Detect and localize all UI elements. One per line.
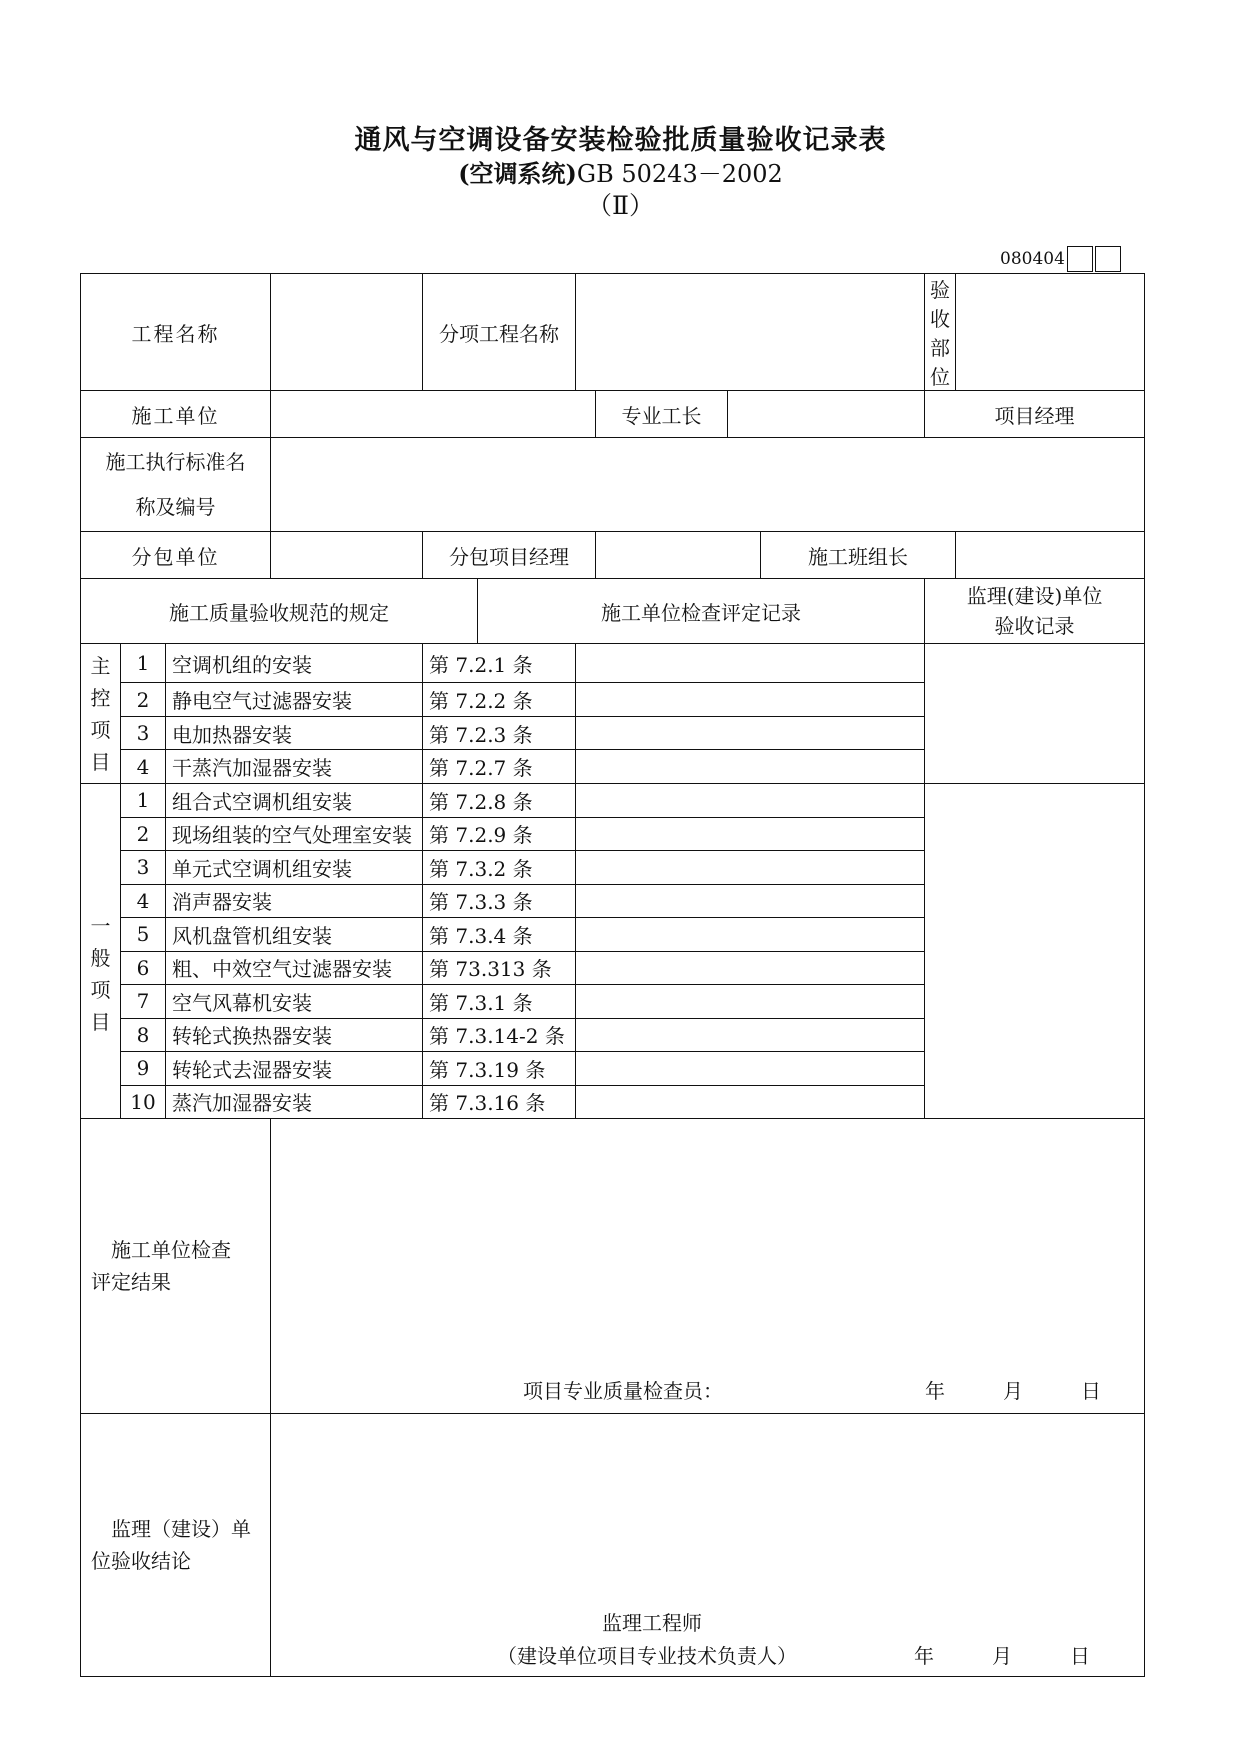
quality-inspector-label: 项目专业质量检查员：	[523, 1379, 724, 1403]
team-leader-label: 施工班组长	[761, 532, 956, 579]
main-item-row	[81, 644, 1145, 683]
main-control-label: 主 控 项 目	[81, 644, 121, 784]
acceptance-part-label: 验收部位	[925, 274, 956, 391]
conclusion-content[interactable]	[271, 1414, 1145, 1677]
result-label	[81, 1119, 271, 1414]
item-clause: 第 7.2.7 条	[423, 750, 576, 784]
conclusion-row	[81, 1414, 1145, 1677]
result-label-line2: 评定结果	[91, 1270, 171, 1294]
general-item-label: 一 般 项 目	[81, 784, 121, 1119]
standard-label-line1: 施工执行标准名	[105, 449, 246, 474]
item-clause: 第 7.3.4 条	[423, 918, 576, 952]
item-check-record[interactable]	[576, 1018, 925, 1052]
header-row-1	[81, 274, 1145, 391]
item-number: 6	[121, 951, 166, 985]
item-number: 1	[121, 784, 166, 818]
item-number: 4	[121, 884, 166, 918]
item-name: 现场组装的空气处理室安装	[166, 817, 423, 851]
item-clause: 第 7.3.2 条	[423, 851, 576, 885]
item-number: 8	[121, 1018, 166, 1052]
item-number: 9	[121, 1052, 166, 1086]
supervision-engineer-label: 监理工程师	[602, 1611, 703, 1635]
item-number: 2	[121, 817, 166, 851]
item-clause: 第 7.3.16 条	[423, 1085, 576, 1119]
item-check-record[interactable]	[576, 985, 925, 1019]
sub-project-name-value[interactable]	[576, 274, 925, 391]
item-check-record[interactable]	[576, 1085, 925, 1119]
item-name: 转轮式换热器安装	[166, 1018, 423, 1052]
spec-column-header: 施工质量验收规范的规定	[81, 579, 478, 644]
result-label-line1: 施工单位检查	[111, 1238, 231, 1262]
conclusion-label-line1: 监理（建设）单	[111, 1517, 251, 1541]
item-number: 1	[121, 644, 166, 683]
project-manager-label: 项目经理	[925, 391, 1145, 438]
standard-label	[81, 438, 271, 532]
conclusion-label-line2: 位验收结论	[91, 1549, 191, 1573]
item-name: 电加热器安装	[166, 717, 423, 750]
item-number: 2	[121, 683, 166, 717]
subtitle-system: (空调系统)	[458, 159, 577, 188]
item-name: 组合式空调机组安装	[166, 784, 423, 818]
header-row-2	[81, 391, 1145, 438]
item-check-record[interactable]	[576, 851, 925, 885]
item-clause: 第 7.3.19 条	[423, 1052, 576, 1086]
acceptance-table	[80, 273, 1145, 1677]
item-check-record[interactable]	[576, 817, 925, 851]
standard-value[interactable]	[271, 438, 1145, 532]
item-name: 空调机组的安装	[166, 644, 423, 683]
sub-project-name-label: 分项工程名称	[423, 274, 576, 391]
item-number: 3	[121, 851, 166, 885]
foreman-label: 专业工长	[596, 391, 728, 438]
item-clause: 第 7.2.1 条	[423, 644, 576, 683]
general-item-row	[81, 784, 1145, 818]
item-clause: 第 7.3.14-2 条	[423, 1018, 576, 1052]
subtitle-standard: GB 50243－2002	[576, 160, 783, 188]
item-name: 干蒸汽加湿器安装	[166, 750, 423, 784]
item-check-record[interactable]	[576, 750, 925, 784]
item-clause: 第 73.313 条	[423, 951, 576, 985]
item-number: 5	[121, 918, 166, 952]
column-header-row	[81, 579, 1145, 644]
sub-manager-label: 分包项目经理	[423, 532, 596, 579]
code-box-2[interactable]	[1095, 246, 1121, 272]
header-row-4	[81, 532, 1145, 579]
item-clause: 第 7.3.1 条	[423, 985, 576, 1019]
construction-unit-label: 施工单位	[81, 391, 271, 438]
main-supervision-record[interactable]	[925, 644, 1145, 784]
form-code-number: 080404	[1000, 249, 1065, 269]
item-number: 7	[121, 985, 166, 1019]
item-check-record[interactable]	[576, 918, 925, 952]
project-name-label: 工程名称	[81, 274, 271, 391]
supervision-header-line1: 监理(建设)单位	[966, 584, 1103, 608]
subcontractor-label: 分包单位	[81, 532, 271, 579]
item-name: 静电空气过滤器安装	[166, 683, 423, 717]
item-name: 风机盘管机组安装	[166, 918, 423, 952]
item-name: 消声器安装	[166, 884, 423, 918]
conclusion-label	[81, 1414, 271, 1677]
item-check-record[interactable]	[576, 717, 925, 750]
header-row-3	[81, 438, 1145, 532]
item-check-record[interactable]	[576, 884, 925, 918]
general-supervision-record[interactable]	[925, 784, 1145, 1119]
item-clause: 第 7.2.8 条	[423, 784, 576, 818]
result-content[interactable]	[271, 1119, 1145, 1414]
item-check-record[interactable]	[576, 784, 925, 818]
item-clause: 第 7.2.9 条	[423, 817, 576, 851]
project-name-value[interactable]	[271, 274, 423, 391]
acceptance-part-value[interactable]	[956, 274, 1145, 391]
supervision-header-line2: 验收记录	[994, 614, 1075, 638]
item-name: 蒸汽加湿器安装	[166, 1085, 423, 1119]
item-clause: 第 7.2.2 条	[423, 683, 576, 717]
item-clause: 第 7.3.3 条	[423, 884, 576, 918]
item-check-record[interactable]	[576, 1052, 925, 1086]
item-number: 3	[121, 717, 166, 750]
form-subtitle	[0, 154, 1241, 189]
item-clause: 第 7.2.3 条	[423, 717, 576, 750]
code-box-1[interactable]	[1067, 246, 1093, 272]
owner-representative-label: （建设单位项目专业技术负责人）	[497, 1644, 798, 1668]
form-code	[1000, 246, 1121, 272]
supervision-column-header	[925, 579, 1145, 644]
standard-label-line2: 称及编号	[135, 494, 216, 519]
sub-manager-value[interactable]	[596, 532, 761, 579]
foreman-value[interactable]	[728, 391, 925, 438]
item-check-record[interactable]	[576, 951, 925, 985]
subcontractor-value[interactable]	[271, 532, 423, 579]
item-name: 粗、中效空气过滤器安装	[166, 951, 423, 985]
check-record-column-header: 施工单位检查评定记录	[478, 579, 925, 644]
form-part: （Ⅱ）	[587, 191, 654, 220]
result-row	[81, 1119, 1145, 1414]
form-title: 通风与空调设备安装检验批质量验收记录表	[354, 125, 887, 156]
item-name: 单元式空调机组安装	[166, 851, 423, 885]
result-date: 年 月 日	[925, 1379, 1102, 1403]
item-check-record[interactable]	[576, 683, 925, 717]
item-number: 4	[121, 750, 166, 784]
team-leader-value[interactable]	[956, 532, 1145, 579]
item-name: 转轮式去湿器安装	[166, 1052, 423, 1086]
item-check-record[interactable]	[576, 644, 925, 683]
construction-unit-value[interactable]	[271, 391, 596, 438]
item-name: 空气风幕机安装	[166, 985, 423, 1019]
conclusion-date: 年 月 日	[914, 1644, 1091, 1668]
item-number: 10	[121, 1085, 166, 1119]
